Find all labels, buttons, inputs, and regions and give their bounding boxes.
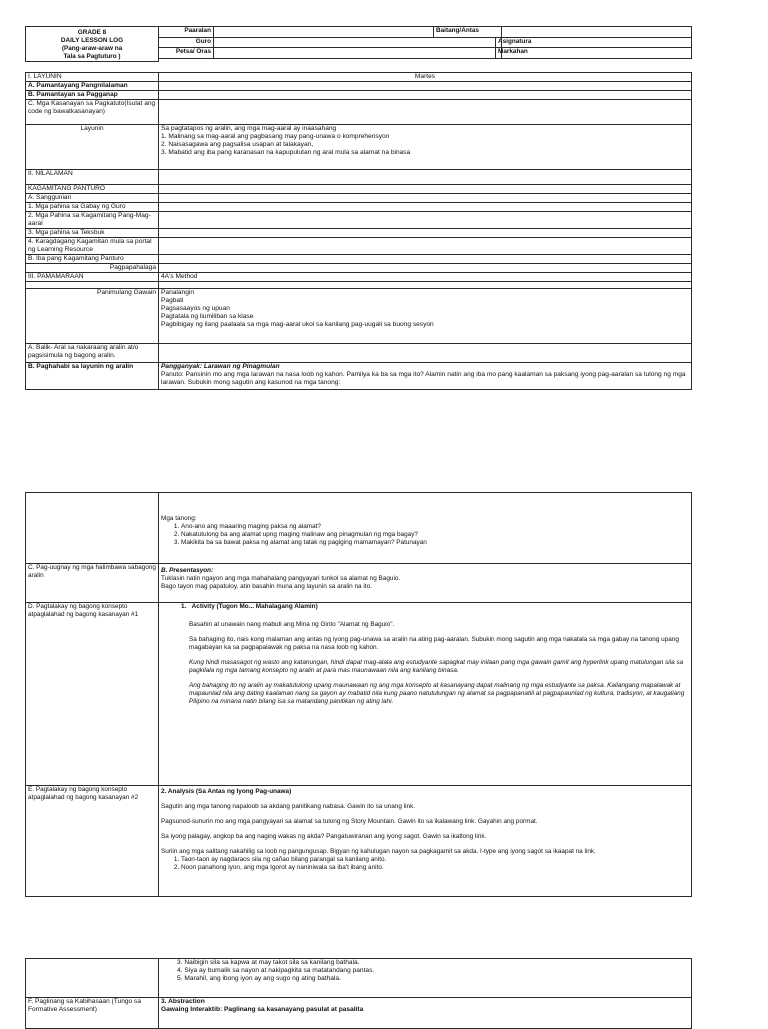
continued-items (159, 959, 692, 998)
gabay-field[interactable] (159, 203, 692, 212)
layunin-heading: I. LAYUNIN (26, 73, 159, 82)
layunin-item: 3. Mabatid ang iba pang karanasan na kapupulutan ng aral mula sa alamat na binasa (161, 149, 411, 156)
activity-paragraph: Ang bahaging ito ng aralin ay makatutulong upang maunawaan ng ang mga konsepto at kasanayang dapat malinang ng mga estudyante sa paksa. Kailangang mapalawak at mapaunlad nila ang dating kaalaman nang sa gayon ay mabatid nila kung paano natutulungan ng alamat sa pagpapanatili at pagpapaunlad ng kultura, tradisyon, at kaugaliang Pilipino na minana natin bilang isa sa matandang panitikan ng ating lahi. (189, 682, 685, 705)
markahan-text: Markahan (498, 48, 528, 56)
pagpapahalaga-label: Pagpapahalaga (26, 264, 159, 273)
panuto-text: Panuto: Pansinin mo ang mga larawan na nasa loob ng kahon. Pamilya ka ba sa mga ito? Alamin natin ang iba mo pang kaalaman sa paksang iyong pag-aaralan sa tulong ng mga larawan. Subukin mong sagutin ang kasunod na mga tanong: (161, 371, 686, 386)
method-label: 4A's Method (159, 273, 692, 282)
nilalaman-label: II. NILALAMAN (26, 170, 159, 185)
pagtalakay-1-label: D. Pagtalakay ng bagong konsepto atpaglalahad ng bagong kasanayan #1 (26, 603, 159, 786)
panimulang-item: Panalangin (161, 289, 194, 296)
activity-content (159, 603, 692, 786)
presentasyon-content (159, 564, 692, 603)
tanong-item: 1. Ano-ano ang maaaring maging paksa ng alamat? (181, 523, 689, 531)
panimulang-item: Pagtatala ng liumiliban sa klase (161, 313, 254, 320)
pamantayan-pagganap-label: B. Pamantayan sa Pagganap (26, 91, 159, 100)
log-title: DAILY LESSON LOG (60, 37, 124, 44)
pagpapahalaga-field[interactable] (159, 264, 692, 273)
panimulang-item: Pagbati (161, 297, 184, 304)
iba-pang-label: B. Iba pang Kagamitang Panturo (26, 255, 159, 264)
panimulang-label: Panimulang Gawain (26, 289, 159, 344)
gabay-label: 1. Mga pahina sa Gabay ng Guro (26, 203, 159, 212)
pag-uugnay-label: C. Pag-uugnay ng mga halimbawa sabagong aralin (26, 564, 159, 603)
petsa-field[interactable] (214, 48, 496, 59)
mga-tanong-content (159, 493, 692, 564)
pamantayang-label: A. Pamantayang Pangnilalaman (26, 82, 159, 91)
balik-aral-field[interactable] (159, 344, 692, 363)
layunin-content (159, 125, 692, 170)
teksbuk-field[interactable] (159, 229, 692, 238)
header-table (25, 26, 692, 62)
baitang-field[interactable] (502, 27, 692, 38)
gawaing-title: Gawaing Interaktib: Paglinang sa kasanayang pasulat at pasalita (161, 1006, 364, 1013)
panimulang-content (159, 289, 692, 344)
activity-paragraph: Basahin at unawain nang mabuti ang Mina ng Ginto "Alamat ng Baguio". (189, 621, 395, 628)
analysis-title: 2. Analysis (Sa Antas ng Iyong Pag-unawa) (161, 788, 292, 795)
presentasyon-title: B. Presentasyon: (161, 567, 214, 574)
analysis-content (159, 786, 692, 897)
analysis-paragraph: Pagsunod-sunurin mo ang mga pangyayari sa alamat sa tulong ng Story Mountain. Gawin ito sa ikalawang link. Gayahin ang pormat. (161, 818, 538, 825)
lesson-table-page2 (25, 492, 692, 897)
teksbuk-label: 3. Mga pahina sa Teksbuk (26, 229, 159, 238)
paghahabi-content (159, 363, 692, 390)
layunin-item: 2. Naisasagawa ang pagsalisa usapan at talakayan, (161, 141, 314, 148)
continued-item: 4. Siya ay bumalik sa nayon at nakipagkita sa matatandang pantas. (177, 967, 375, 974)
karagdagang-label: 4. Karagdagang Kagamitan mula sa portal ng Learning Resource (26, 238, 159, 255)
sanggunian-field[interactable] (159, 194, 692, 203)
panimulang-item: Pagsasaayos ng upuan (161, 305, 230, 312)
blank-cell (26, 959, 159, 998)
markahan-field[interactable] (502, 48, 692, 59)
continued-item: 3. Naibigin sila sa kapwa at may takot sila sa kanilang bathala. (177, 959, 360, 966)
balik-aral-label: A. Balik- Aral sa nakaraang aralin at/o pagsisimula ng bagong aralin. (26, 344, 159, 363)
lesson-table-page3 (25, 958, 692, 1029)
pamantayang-field[interactable] (159, 82, 692, 91)
layunin-label: Layunin (26, 125, 159, 170)
pamamaraan-label: III. PAMAMARAAN (26, 273, 159, 282)
sanggunian-label: A. Sanggunian (26, 194, 159, 203)
abstraction-title: 3. Abstraction (161, 998, 205, 1005)
kasanayan-label: C. Mga Kasanayan sa Pagkatuto(Isulat ang code ng bawatkasanayan) (26, 100, 159, 125)
analysis-item: 1. Taon-taon ay nagdaraos sila ng cañao bilang parangal sa kanilang anito. (181, 856, 689, 864)
analysis-paragraph: Sa iyong palagay, angkop ba ang naging wakas ng akda? Pangatuwiranan ang iyong sagot. Gawin sa ikatlong link. (161, 833, 487, 840)
activity-paragraph: Sa bahaging ito, nais kong malaman ang antas ng iyong pag-unawa sa aralin na ating pag-aaralan. Subukin mong sagutin ang mga nakatala sa mga gabay na tanong upang magabayan ka sa pagpapalawak ng paksa na nasa loob ng kahon. (189, 636, 679, 651)
pagtalakay-2-label: E. Pagtalakay ng bagong konsepto atpaglalahad ng bagong kasanayan #2 (26, 786, 159, 897)
blank-cell (26, 493, 159, 564)
grade-cell (26, 27, 159, 62)
pahina-kagamitan-label: 2. Mga Pahina sa Kagamitang Pang-Mag-aaral (26, 212, 159, 229)
presentasyon-line: Tuklasin natin ngayon ang mga mahahalang pangyayari tunkol sa alamat ng Baguio. (161, 575, 401, 582)
blank-cell (159, 282, 692, 289)
activity-paragraph: Kung hindi masasagot ng wasto ang katanungan, hindi dapat mag-alala ang estudyante sapagkat may inilaan pang mga gawain gamit ang hyperlink upang matulungan sila sa pagkilala ng mga tamang konsepto ng aralin at para mas maunawaan nila ang kanilang binasa. (189, 659, 684, 674)
paghahabi-label: B. Paghahabi sa layunin ng aralin (26, 363, 159, 390)
grade-label: GRADE 8 (77, 29, 107, 36)
log-subtitle-1: (Pang-araw-araw na (61, 45, 123, 52)
analysis-paragraph: Sagutin ang mga tanong napaloob sa akdang panitikang nabasa. Gawin ito sa unang link. (161, 803, 416, 810)
guro-label: Guro (159, 37, 214, 48)
petsa-label: Petsa/ Oras (159, 48, 214, 59)
abstraction-content (159, 998, 692, 1029)
day-heading: Martes (159, 73, 692, 82)
layunin-item: 1. Malinang sa mag-aaral ang pagbasang may pang-unawa o komprehensyon (161, 133, 390, 140)
karagdagang-field[interactable] (159, 238, 692, 255)
layunin-intro: Sa pagtatapos ng aralin, ang mga mag-aaral ay inaasahang (161, 125, 337, 132)
kasanayan-field[interactable] (159, 100, 692, 125)
kagamitang-label: KAGAMITANG PANTURO (26, 185, 159, 194)
paglinang-label: F. Paglinang sa Kabihasaan (Tungo sa Formative Assessment) (26, 998, 159, 1029)
presentasyon-line: Bago tayon mag papatuloy, atin basahin muna ang layunin sa aralin na ito. (161, 583, 372, 590)
pamantayan-pagganap-field[interactable] (159, 91, 692, 100)
continued-item: 5. Marahil, ang ibong iyon ay ang sugo ng ating bathala. (177, 975, 341, 982)
asignatura-text: Asignatura (498, 37, 532, 45)
analysis-paragraph: Suriin ang mga salitang nakahilig sa loob ng pangungusap. Bigyan ng kahulugan nayon sa pagkagamit sa akda. I-type ang iyong sagot sa ikaapat na link. (161, 848, 596, 855)
tanong-item: 3. Makikita ba sa bawat paksa ng alamat ang tatak ng pagiging mamamayan? Patunayan (181, 539, 689, 547)
guro-field[interactable] (214, 37, 496, 48)
tanong-item: 2. Nakatutulong ba ang alamat upng maging malinaw ang pinagmulan ng mga bagay? (181, 531, 689, 539)
header-spacer (159, 59, 692, 62)
activity-title-text: Activity (Tugon Mo... Mahalagang Alamin) (191, 603, 318, 610)
analysis-item: 2. Noon panahong iyon, ang mga Igorot ay naniniwala sa iba't ibang anito. (181, 864, 689, 872)
lesson-table-page1 (25, 72, 692, 390)
mga-tanong-label: Mga tanong: (161, 515, 197, 522)
blank-cell (26, 282, 159, 289)
nilalaman-field[interactable] (159, 170, 692, 185)
log-subtitle-2: Tala sa Pagtuturo ) (63, 53, 121, 60)
paaralan-label: Paaralan (159, 27, 214, 38)
panimulang-item: Pagbibigay ng ilang paalaala sa mga mag-aaral ukol sa kanilang pag-uugali sa buong sesyon (161, 321, 434, 328)
iba-pang-field[interactable] (159, 255, 692, 264)
paaralan-field[interactable] (214, 27, 434, 38)
pahina-kagamitan-field[interactable] (159, 212, 692, 229)
kagamitang-field[interactable] (159, 185, 692, 194)
activity-title: 1. Activity (Tugon Mo... Mahalagang Alamin) (181, 603, 318, 610)
baitang-label: Baitang/Antas (434, 27, 502, 38)
pangganyak-title: Pangganyak: Larawan ng Pinagmulan (161, 363, 280, 370)
